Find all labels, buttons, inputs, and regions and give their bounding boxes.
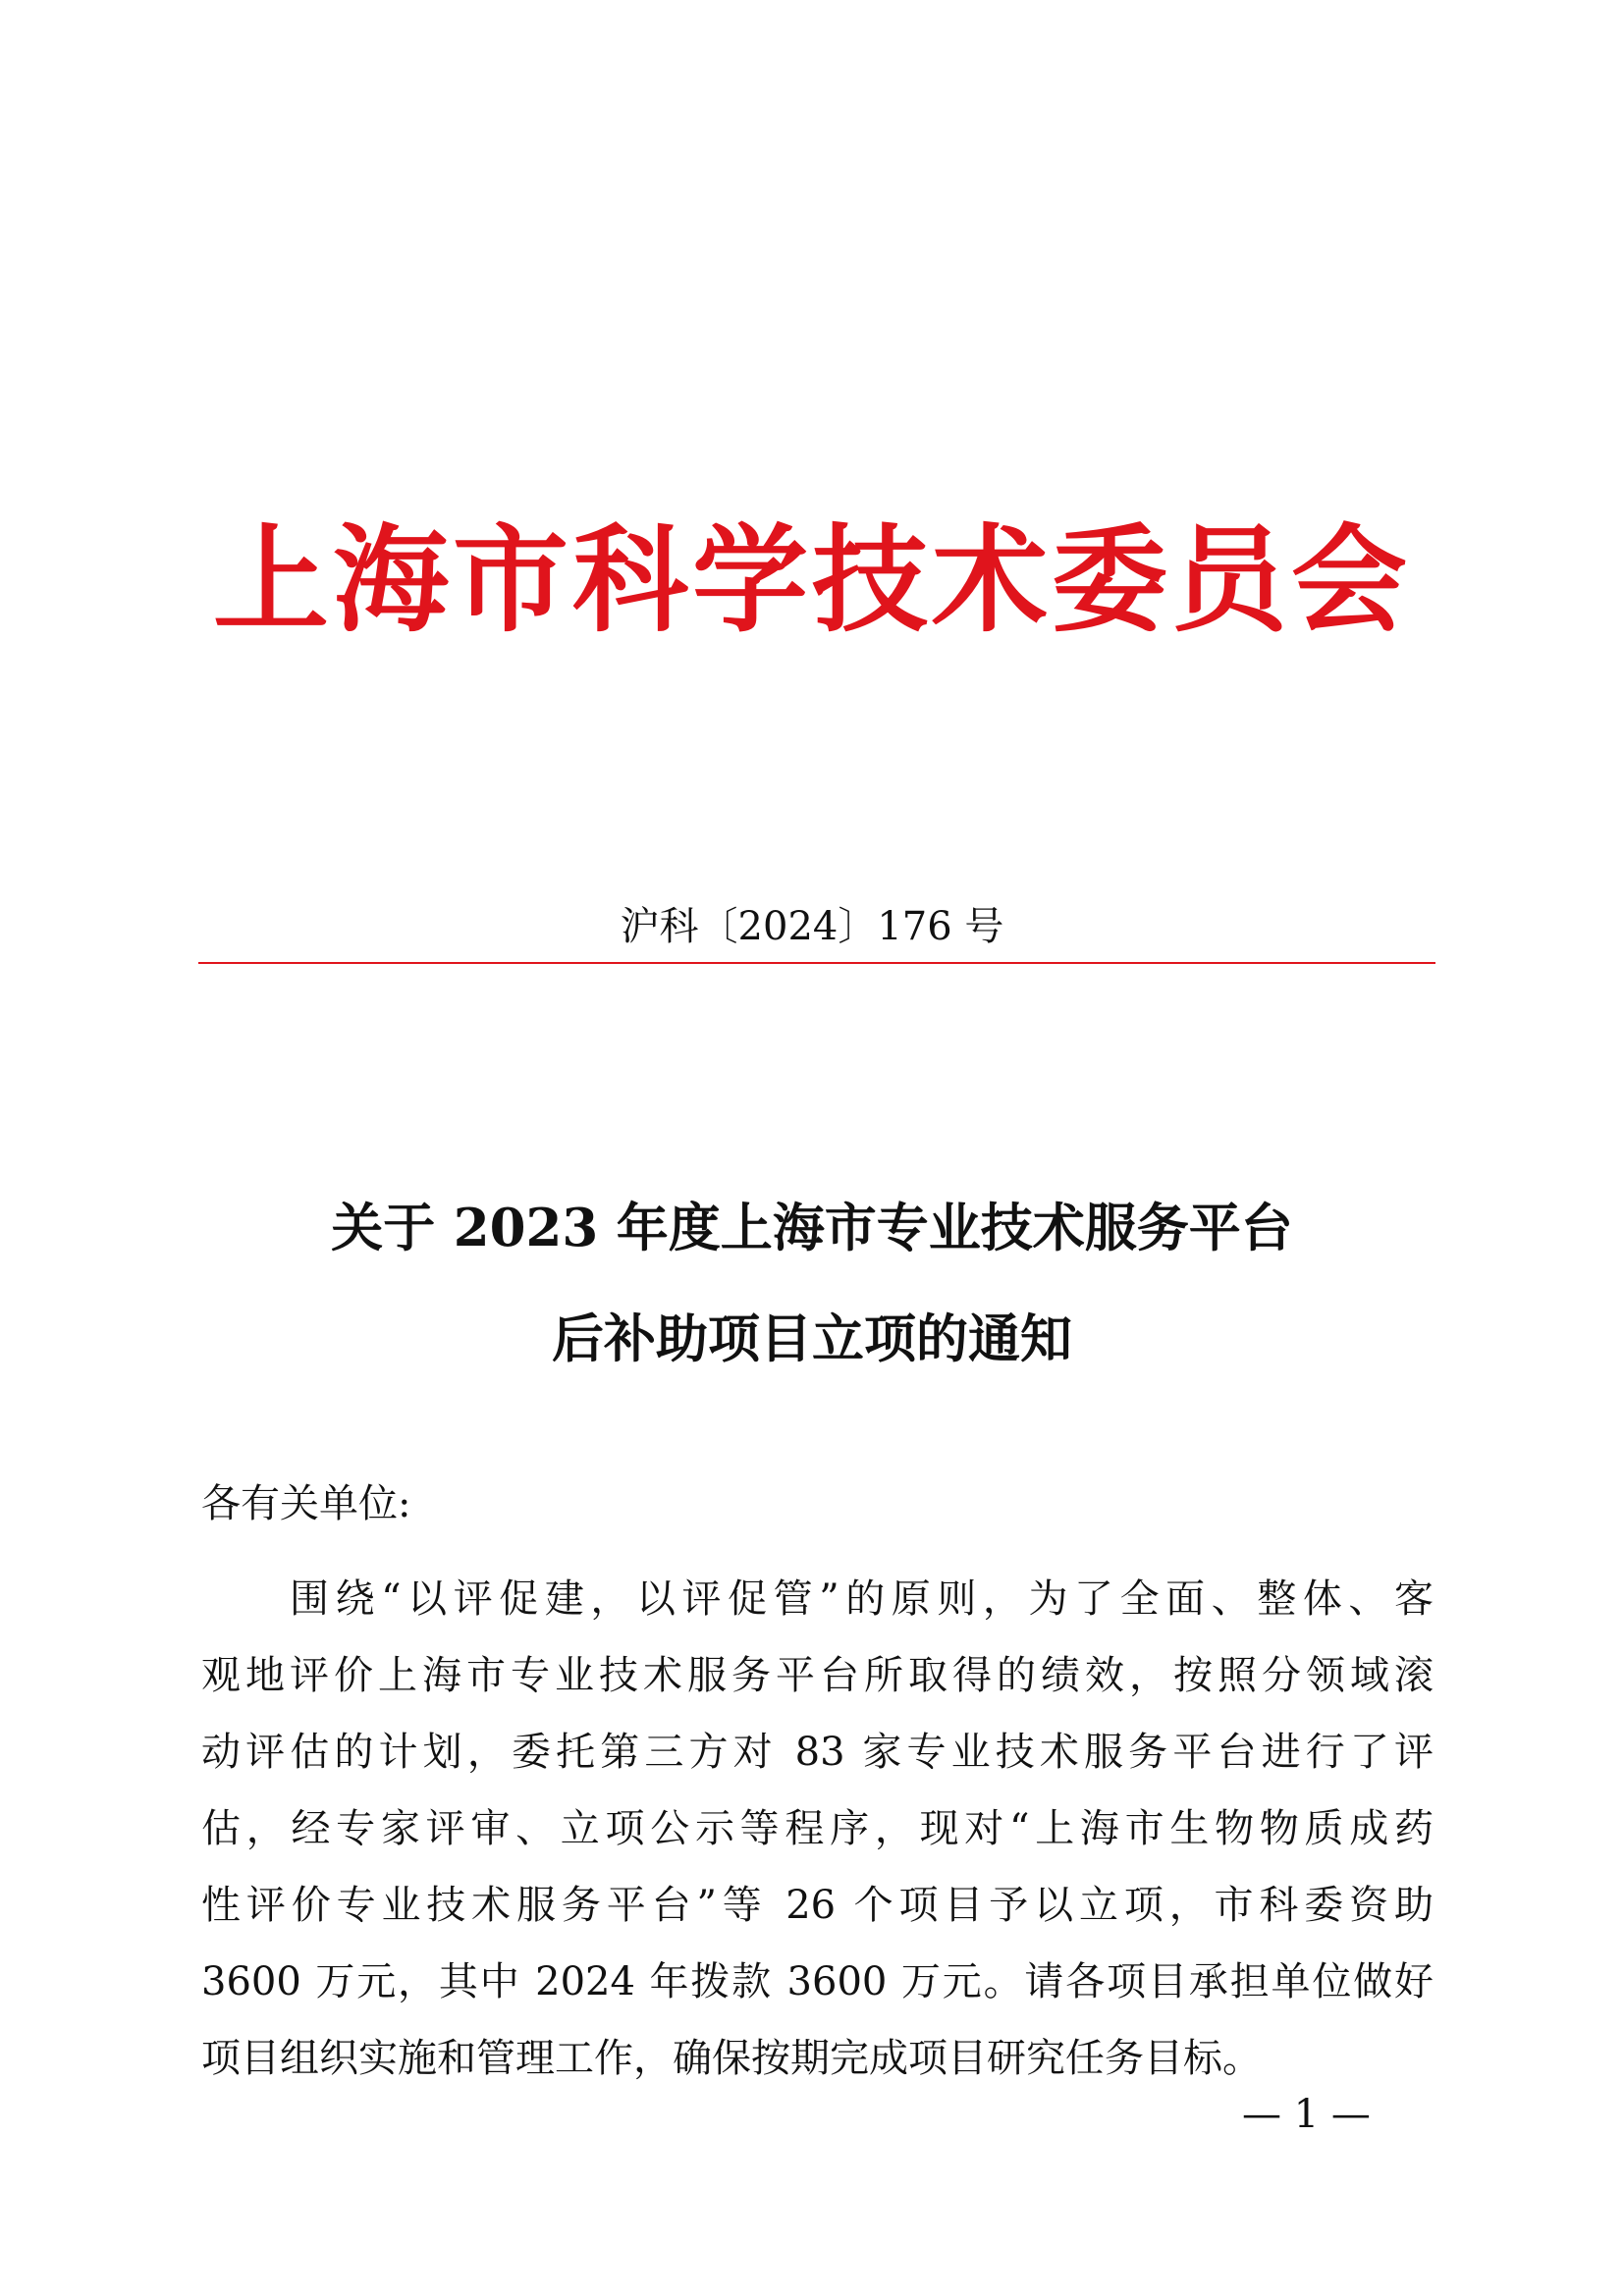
body-line: 估，经专家评审、立项公示等程序，现对“上海市生物物质成药 bbox=[201, 1806, 1434, 1851]
notice-title bbox=[0, 1173, 1624, 1395]
page-number: — 1 — bbox=[1242, 2092, 1371, 2137]
body-paragraph bbox=[201, 1561, 1434, 2097]
notice-title-line-2: 后补助项目立项的通知 bbox=[552, 1308, 1072, 1369]
body-line: 性评价专业技术服务平台”等 26 个项目予以立项，市科委资助 bbox=[201, 1883, 1434, 1928]
notice-title-line-1: 关于 2023 年度上海市专业技术服务平台 bbox=[331, 1198, 1293, 1258]
body-line: 围绕“以评促建，以评促管”的原则，为了全面、整体、客 bbox=[290, 1576, 1434, 1622]
body-line: 观地评价上海市专业技术服务平台所取得的绩效，按照分领域滚 bbox=[201, 1653, 1434, 1698]
issuer-header-title: 上海市科学技术委员会 bbox=[212, 511, 1411, 648]
body-line: 动评估的计划，委托第三方对 83 家专业技术服务平台进行了评 bbox=[201, 1730, 1434, 1775]
body-line: 项目组织实施和管理工作，确保按期完成项目研究任务目标。 bbox=[201, 2036, 1262, 2081]
salutation: 各有关单位: bbox=[201, 1481, 411, 1526]
red-divider-line bbox=[198, 962, 1435, 964]
body-line: 3600 万元，其中 2024 年拨款 3600 万元。请各项目承担单位做好 bbox=[201, 1959, 1434, 2004]
document-number: 沪科〔2024〕176 号 bbox=[620, 904, 1004, 949]
